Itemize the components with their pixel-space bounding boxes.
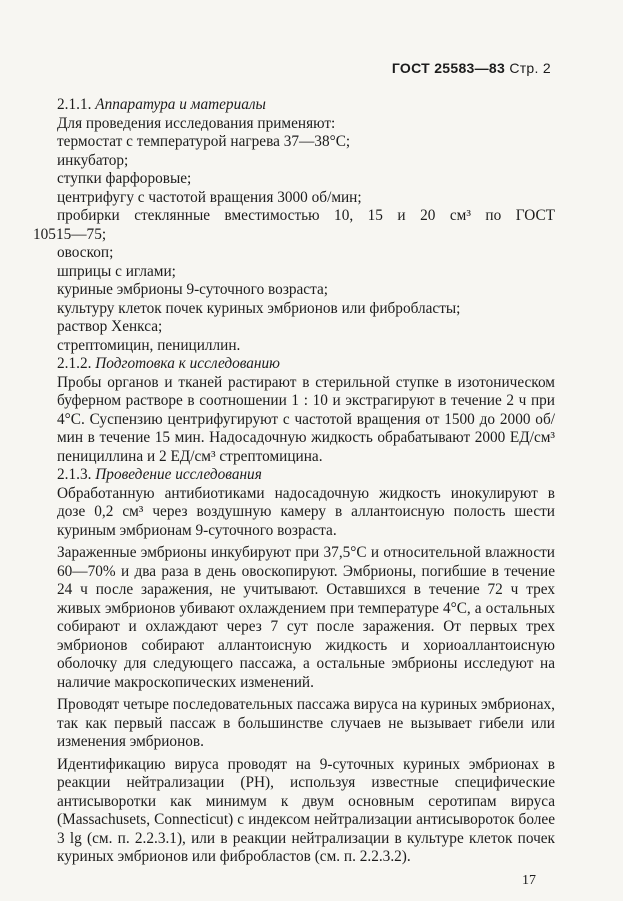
section-intro: Для проведения исследования применяют: — [57, 114, 336, 132]
section-title: Аппаратура и материалы — [95, 96, 266, 113]
section-heading-2-1-3 — [57, 466, 555, 485]
paragraph: Проводят четыре последовательных пассажа вируса на куриных эмбрионах, так как первый пассаж в большинстве случаев не вызывает гибели или изменения эмбрионов. — [57, 696, 555, 750]
list-item: стрептомицин, пенициллин. — [57, 336, 241, 354]
page-number: 17 — [522, 873, 536, 888]
paragraph: Обработанную антибиотиками надосадочную жидкость инокулируют в дозе 0,2 см³ через воздушную камеру в аллантоисную полость шести куриным эмбрионам 9-суточного возраста. — [57, 484, 555, 539]
list-item: ступки фарфоровые; — [57, 170, 192, 187]
list-item: культуру клеток почек куриных эмбрионов или фибробласты; — [57, 299, 461, 317]
section-heading-2-1-2 — [57, 355, 555, 374]
list-item: термостат с температурой нагрева 37—38°С; — [57, 133, 351, 150]
paragraph: Пробы органов и тканей растирают в стерильной ступке в изотоническом буферном растворе в соотношении 1 : 10 и экстрагируют в течение 2 ч при 4°С. Суспензию центрифугируют с частотой вращения от 1500 до 2000 об/мин в течение 15 мин. Надосадочную жидкость обрабатывают 2000 ЕД/см³ пенициллина и 2 ЕД/см³ стрептомицина. — [57, 373, 555, 465]
paragraph: Идентификацию вируса проводят на 9-суточных куриных эмбрионах в реакции нейтрализации (РН), используя известные специфические антисыворотки как минимум к двум основным серотипам вируса (Massachusets, Connecticut) с индексом нейтрализации антисывороток более 3 lg (см. п. 2.2.3.1), или в реакции нейтрализации в культуре клеток почек куриных эмбрионов или фибробластов (см. п. 2.2.3.2). — [57, 755, 555, 865]
list-item: 10515—75; — [33, 225, 107, 243]
section-heading-2-1-1 — [57, 96, 555, 115]
list-item: шприцы с иглами; — [57, 262, 176, 280]
section-number: 2.1.2. — [57, 355, 92, 372]
list-item: центрифугу с частотой вращения 3000 об/мин; — [57, 188, 362, 206]
page-header — [392, 60, 551, 76]
list-item: инкубатор; — [57, 151, 129, 169]
section-title: Подготовка к исследованию — [95, 355, 280, 372]
section-number: 2.1.1. — [57, 96, 92, 113]
list-item: куриные эмбрионы 9-суточного возраста; — [57, 281, 328, 298]
list-item: раствор Хенкса; — [57, 318, 163, 335]
list-item: овоскоп; — [57, 244, 114, 261]
paragraph: Зараженные эмбрионы инкубируют при 37,5°С и относительной влажности 60—70% и два раза в день овоскопируют. Эмбрионы, погибшие в течение 24 ч после заражения, не учитывают. Оставшихся в течение 72 ч трех живых эмбрионов убивают охлаждением при температуре 4°С, а остальных собирают и охлаждают через 7 сут после заражения. От первых трех эмбрионов собирают аллантоисную жидкость и хориоаллантоисную оболочку для следующего пассажа, а остальные эмбрионы исследуют на наличие макроскопических изменений. — [57, 544, 555, 691]
section-title: Проведение исследования — [95, 466, 262, 483]
list-item: пробирки стеклянные вместимостью 10, 15 и 20 см³ по ГОСТ — [57, 207, 555, 224]
section-number: 2.1.3. — [57, 466, 92, 483]
standard-number: ГОСТ 25583—83 — [391, 60, 506, 76]
document-body — [33, 96, 555, 867]
page-label: Стр. 2 — [509, 60, 551, 76]
